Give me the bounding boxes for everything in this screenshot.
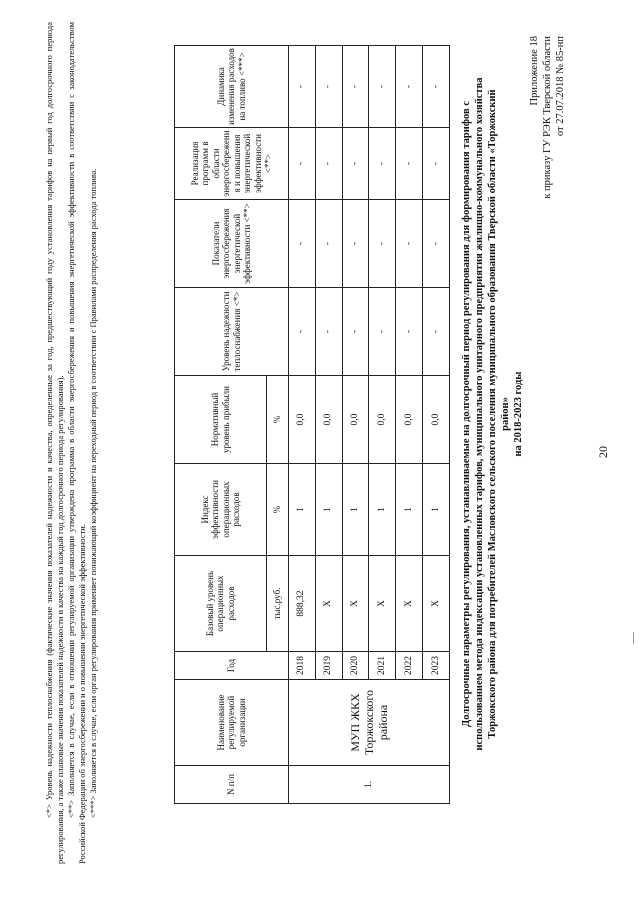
cell-energy: - xyxy=(369,200,396,288)
cell-reliability: - xyxy=(369,288,396,376)
cell-fuel: - xyxy=(396,46,423,128)
appendix-line: к приказу ГУ РЭК Тверской области xyxy=(542,36,553,199)
header-energy-saving: Показатели энергосбережения энергетической эффективности <**> xyxy=(175,200,289,288)
cell-year: 2019 xyxy=(315,652,342,680)
row-number: 1. xyxy=(289,766,450,804)
cell-energy: - xyxy=(396,200,423,288)
footnote: <**> Заполняется в случае, если в отношении регулируемой организации утверждена программа в области энергосбережения и повышения энергетической эффективности в соответствии с законодательством Российской Федерации об энергосбережении и о повышении энергетической эффективности. xyxy=(66,22,87,864)
appendix-line: Приложение 18 xyxy=(529,36,540,106)
document-title xyxy=(460,74,525,754)
unit-profit: % xyxy=(267,376,289,464)
title-line: Торжокского района для потребителей Масловского сельского поселения муниципального образования Тверской области «Торжокский район» xyxy=(487,89,511,739)
cell-program: - xyxy=(369,128,396,200)
cell-base: 888,32 xyxy=(289,556,316,652)
header-reliability: Уровень надежности теплоснабжения <*> xyxy=(175,288,289,376)
cell-fuel: - xyxy=(369,46,396,128)
appendix-reference xyxy=(528,36,567,199)
table-row xyxy=(289,46,316,804)
title-line: на 2018-2023 годы xyxy=(513,371,524,457)
cell-fuel: - xyxy=(315,46,342,128)
cell-energy: - xyxy=(315,200,342,288)
cell-program: - xyxy=(423,128,450,200)
cell-profit: 0,0 xyxy=(423,376,450,464)
cell-index: 1 xyxy=(289,464,316,556)
title-line: Долгосрочные параметры регулирования, устанавливаемые на долгосрочный период регулирования для формирования тарифов с xyxy=(461,101,472,728)
cell-reliability: - xyxy=(315,288,342,376)
cell-energy: - xyxy=(289,200,316,288)
cell-base: Х xyxy=(396,556,423,652)
cell-year: 2023 xyxy=(423,652,450,680)
header-base-expenses: Базовый уровень операционных расходов xyxy=(175,556,267,652)
cell-year: 2020 xyxy=(342,652,369,680)
header-profit-level: Нормативный уровень прибыли xyxy=(175,376,267,464)
parameters-table xyxy=(174,45,450,804)
cell-index: 1 xyxy=(423,464,450,556)
cell-profit: 0,0 xyxy=(369,376,396,464)
page-number: 20 xyxy=(596,446,610,458)
cell-reliability: - xyxy=(289,288,316,376)
header-year: Год xyxy=(175,652,289,680)
appendix-line: от 27.07.2018 № 85-нп xyxy=(555,36,566,137)
footnotes xyxy=(44,22,99,864)
cell-year: 2021 xyxy=(369,652,396,680)
cell-index: 1 xyxy=(396,464,423,556)
footnote: <*> Уровень надежности теплоснабжения (фактические значения показателей надежности и качества, определенные за год, предшествующий году установления тарифов на первый год долгосрочного периода регулирования, а также плановые значения показателей надежности и качества на каждый год долгосрочного периода регулирования). xyxy=(44,22,65,864)
cell-energy: - xyxy=(342,200,369,288)
cell-index: 1 xyxy=(315,464,342,556)
cell-program: - xyxy=(342,128,369,200)
cell-profit: 0,0 xyxy=(342,376,369,464)
cell-reliability: - xyxy=(396,288,423,376)
cell-year: 2018 xyxy=(289,652,316,680)
cell-fuel: - xyxy=(289,46,316,128)
cell-base: Х xyxy=(315,556,342,652)
cell-base: Х xyxy=(342,556,369,652)
header-energy-program: Реализация программ в области энергосбережени я и повышения энергетической эффективности <**> xyxy=(175,128,289,200)
cell-base: Х xyxy=(369,556,396,652)
title-line: использованием метода индексации установленных тарифов, муниципального унитарного предприятия жилищно-коммунального хозяйства xyxy=(474,77,485,751)
cell-fuel: - xyxy=(342,46,369,128)
organization-name: МУП ЖКХ Торжокского района xyxy=(289,680,450,766)
unit-index: % xyxy=(267,464,289,556)
cell-energy: - xyxy=(423,200,450,288)
unit-base: тыс.руб. xyxy=(267,556,289,652)
cell-reliability: - xyxy=(342,288,369,376)
table-header-row xyxy=(175,46,267,804)
cell-program: - xyxy=(289,128,316,200)
cell-profit: 0,0 xyxy=(315,376,342,464)
header-org: Наименование регулируемой организации xyxy=(175,680,289,766)
cell-profit: 0,0 xyxy=(396,376,423,464)
cell-fuel: - xyxy=(423,46,450,128)
cell-index: 1 xyxy=(342,464,369,556)
cell-year: 2022 xyxy=(396,652,423,680)
cell-base: Х xyxy=(423,556,450,652)
header-efficiency-index: Индекс эффективности операционных расходов xyxy=(175,464,267,556)
header-fuel-dynamics: Динамика изменения расходов на топливо <***> xyxy=(175,46,289,128)
footnote: <***> Заполняется в случае, если орган регулирования применяет понижающий коэффициент на переходный период в соответствии с Правилами распределения расхода топлива. xyxy=(88,168,98,818)
cell-index: 1 xyxy=(369,464,396,556)
cell-profit: 0,0 xyxy=(289,376,316,464)
scan-edge-mark xyxy=(633,632,634,644)
cell-program: - xyxy=(315,128,342,200)
cell-program: - xyxy=(396,128,423,200)
cell-reliability: - xyxy=(423,288,450,376)
header-num: N п/п xyxy=(175,766,289,804)
